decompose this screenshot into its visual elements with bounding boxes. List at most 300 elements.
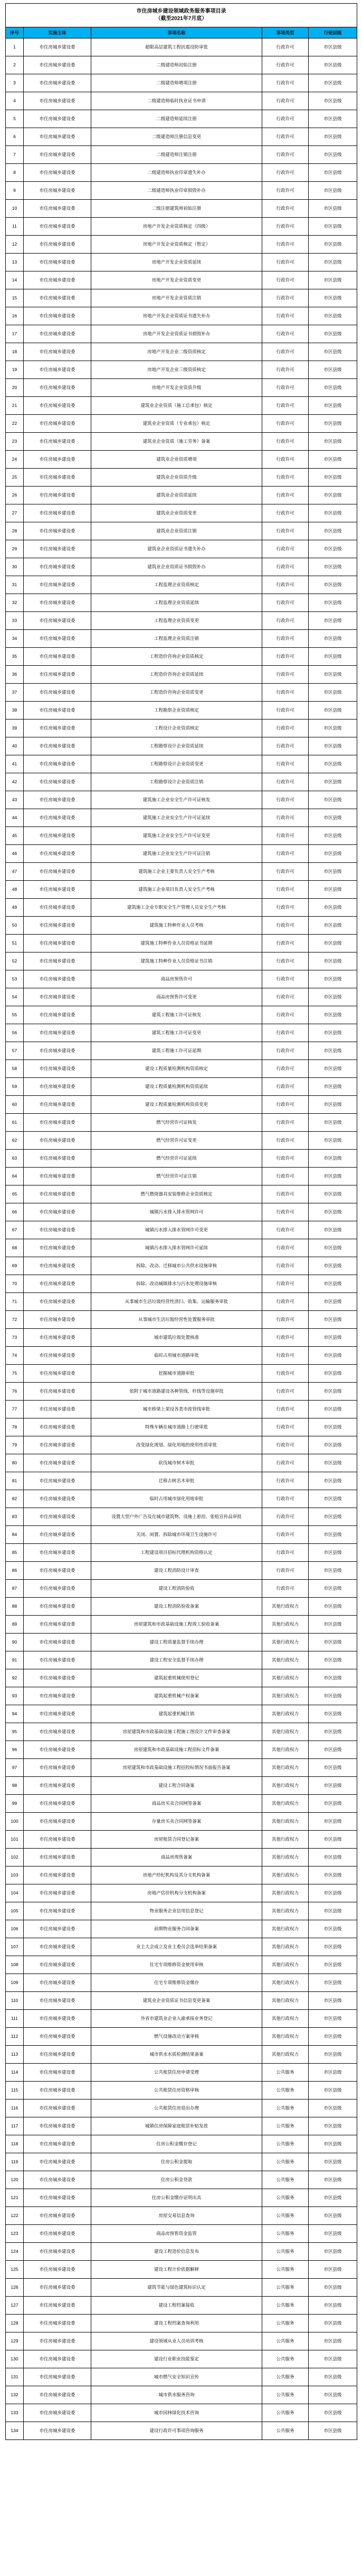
cell-no: 76	[6, 1383, 24, 1401]
cell-org: 市住房城乡建设委	[24, 1401, 91, 1418]
cell-type: 公共服务	[262, 2082, 309, 2099]
cell-level: 市区县级	[309, 397, 357, 415]
cell-org: 市住房城乡建设委	[24, 271, 91, 289]
cell-name: 住房公积金缴存证明出具	[91, 2189, 262, 2207]
cell-type: 行政许可	[262, 1544, 309, 1562]
table-row	[6, 1365, 357, 1383]
cell-org: 市住房城乡建设委	[24, 1472, 91, 1490]
cell-org: 市住房城乡建设委	[24, 1006, 91, 1024]
cell-org: 市住房城乡建设委	[24, 379, 91, 397]
cell-name: 改变绿化规划、绿化用地的使用性质审批	[91, 1436, 262, 1454]
cell-name: 商品房预售资金监管	[91, 2225, 262, 2243]
subtitle-text: （截至2021年7月底）	[155, 16, 207, 22]
cell-org: 市住房城乡建设委	[24, 361, 91, 379]
cell-type: 公共服务	[262, 2117, 309, 2135]
cell-name: 建筑施工特种作业人员资格证书注销	[91, 952, 262, 970]
cell-name: 建筑工程施工许可证变更	[91, 1024, 262, 1042]
cell-no: 122	[6, 2207, 24, 2225]
cell-type: 其他行政权力	[262, 2028, 309, 2046]
cell-no: 48	[6, 881, 24, 899]
cell-no: 130	[6, 2350, 24, 2368]
header-row	[6, 27, 357, 38]
cell-name: 工程勘察企业资质核定	[91, 702, 262, 720]
cell-level: 市区县级	[309, 56, 357, 74]
cell-type: 行政许可	[262, 361, 309, 379]
cell-org: 市住房城乡建设委	[24, 612, 91, 630]
cell-level: 市区县级	[309, 2082, 357, 2099]
cell-no: 100	[6, 1813, 24, 1831]
cell-name: 建设工程计价依据解释	[91, 2261, 262, 2279]
cell-type: 行政许可	[262, 289, 309, 307]
cell-name: 二级建造师增项注册	[91, 74, 262, 92]
table-row	[6, 540, 357, 558]
table-row	[6, 917, 357, 935]
cell-no: 72	[6, 1311, 24, 1329]
cell-type: 行政许可	[262, 1221, 309, 1239]
cell-org: 市住房城乡建设委	[24, 1616, 91, 1634]
cell-name: 二级建造师执业印章遗失补办	[91, 164, 262, 182]
table-row	[6, 2332, 357, 2350]
table-row	[6, 1275, 357, 1293]
cell-level: 市区县级	[309, 1490, 357, 1508]
cell-no: 13	[6, 254, 24, 271]
cell-level: 市区县级	[309, 1651, 357, 1669]
cell-name: 建筑起重机械注销	[91, 1705, 262, 1723]
cell-type: 行政许可	[262, 38, 309, 56]
cell-level: 市区县级	[309, 92, 357, 110]
cell-level: 市区县级	[309, 1329, 357, 1347]
table-row	[6, 433, 357, 451]
table-row	[6, 2404, 357, 2422]
cell-org: 市住房城乡建设委	[24, 110, 91, 128]
table-row	[6, 1024, 357, 1042]
cell-name: 建筑业企业资质注销	[91, 522, 262, 540]
cell-type: 其他行政权力	[262, 1795, 309, 1813]
cell-type: 行政许可	[262, 218, 309, 236]
cell-name: 建设行政许可事项咨询服务	[91, 2422, 262, 2440]
table-row	[6, 1741, 357, 1759]
table-row	[6, 612, 357, 630]
cell-level: 市区县级	[309, 38, 357, 56]
cell-no: 73	[6, 1329, 24, 1347]
table-row	[6, 1902, 357, 1920]
cell-name: 建设工程档案接收	[91, 2297, 262, 2315]
cell-name: 建筑业企业资质（施工劳务）备案	[91, 433, 262, 451]
cell-level: 市区县级	[309, 648, 357, 666]
cell-name: 城镇污水排入排水管网许可	[91, 1203, 262, 1221]
cell-org: 市住房城乡建设委	[24, 200, 91, 218]
table-row	[6, 1472, 357, 1490]
cell-org: 市住房城乡建设委	[24, 2279, 91, 2297]
cell-type: 行政许可	[262, 397, 309, 415]
cell-org: 市住房城乡建设委	[24, 1884, 91, 1902]
cell-org: 市住房城乡建设委	[24, 2010, 91, 2028]
cell-name: 建筑施工企业安全生产许可证核发	[91, 791, 262, 809]
table-row	[6, 1203, 357, 1221]
cell-type: 行政许可	[262, 612, 309, 630]
table-row	[6, 128, 357, 146]
cell-no: 96	[6, 1741, 24, 1759]
cell-level: 市区县级	[309, 773, 357, 791]
cell-level: 市区县级	[309, 576, 357, 594]
cell-no: 58	[6, 1060, 24, 1078]
table-row	[6, 648, 357, 666]
cell-name: 建筑施工企业项目负责人安全生产考核	[91, 881, 262, 899]
cell-org: 市住房城乡建设委	[24, 487, 91, 504]
cell-level: 市区县级	[309, 2386, 357, 2404]
cell-type: 行政许可	[262, 1132, 309, 1150]
table-row	[6, 1884, 357, 1902]
cell-type: 行政许可	[262, 1365, 309, 1383]
cell-level: 市区县级	[309, 1562, 357, 1580]
cell-type: 行政许可	[262, 146, 309, 164]
table-row	[6, 2386, 357, 2404]
table-row	[6, 236, 357, 254]
cell-org: 市住房城乡建设委	[24, 791, 91, 809]
cell-type: 行政许可	[262, 1472, 309, 1490]
cell-no: 17	[6, 325, 24, 343]
cell-no: 64	[6, 1168, 24, 1185]
cell-level: 市区县级	[309, 325, 357, 343]
cell-org: 市住房城乡建设委	[24, 2099, 91, 2117]
cell-org: 市住房城乡建设委	[24, 773, 91, 791]
table-row	[6, 1526, 357, 1544]
cell-level: 市区县级	[309, 1078, 357, 1096]
table-row	[6, 1490, 357, 1508]
cell-org: 市住房城乡建设委	[24, 1078, 91, 1096]
cell-level: 市区县级	[309, 1526, 357, 1544]
cell-org: 市住房城乡建设委	[24, 899, 91, 917]
cell-level: 市区县级	[309, 1920, 357, 1938]
table-row	[6, 2297, 357, 2315]
cell-org: 市住房城乡建设委	[24, 236, 91, 254]
cell-name: 工程造价咨询企业资质延续	[91, 666, 262, 684]
cell-type: 行政许可	[262, 1006, 309, 1024]
cell-level: 市区县级	[309, 2117, 357, 2135]
cell-no: 104	[6, 1884, 24, 1902]
cell-type: 行政许可	[262, 1060, 309, 1078]
cell-org: 市住房城乡建设委	[24, 2368, 91, 2386]
cell-org: 市住房城乡建设委	[24, 1669, 91, 1687]
cell-no: 121	[6, 2189, 24, 2207]
cell-level: 市区县级	[309, 522, 357, 540]
table-row	[6, 2189, 357, 2207]
cell-org: 市住房城乡建设委	[24, 1418, 91, 1436]
cell-org: 市住房城乡建设委	[24, 164, 91, 182]
cell-org: 市住房城乡建设委	[24, 1974, 91, 1992]
cell-no: 89	[6, 1616, 24, 1634]
cell-level: 市区县级	[309, 1884, 357, 1902]
cell-name: 工程勘察设计企业资质注销	[91, 773, 262, 791]
cell-level: 市区县级	[309, 2028, 357, 2046]
cell-name: 建筑业企业资质（专业承包）核定	[91, 415, 262, 433]
cell-no: 21	[6, 397, 24, 415]
cell-type: 行政许可	[262, 325, 309, 343]
cell-name: 建筑业企业资质（施工总承包）核定	[91, 397, 262, 415]
cell-org: 市住房城乡建设委	[24, 38, 91, 56]
table-row	[6, 1831, 357, 1849]
cell-name: 燃气经营许可证变更	[91, 1132, 262, 1150]
table-row	[6, 2117, 357, 2135]
cell-no: 41	[6, 755, 24, 773]
cell-level: 市区县级	[309, 1723, 357, 1741]
cell-org: 市住房城乡建设委	[24, 917, 91, 935]
cell-level: 市区县级	[309, 1060, 357, 1078]
cell-level: 市区县级	[309, 540, 357, 558]
cell-level: 市区县级	[309, 630, 357, 648]
table-row	[6, 343, 357, 361]
cell-level: 市区县级	[309, 254, 357, 271]
cell-no: 34	[6, 630, 24, 648]
cell-name: 从事城市生活垃圾经营性处置服务审批	[91, 1311, 262, 1329]
cell-no: 107	[6, 1938, 24, 1956]
cell-org: 市住房城乡建设委	[24, 737, 91, 755]
cell-name: 工程设计企业资质核定	[91, 720, 262, 737]
cell-no: 10	[6, 200, 24, 218]
cell-name: 燃气经营许可证延续	[91, 1150, 262, 1168]
cell-org: 市住房城乡建设委	[24, 504, 91, 522]
cell-type: 其他行政权力	[262, 1705, 309, 1723]
cell-org: 市住房城乡建设委	[24, 1257, 91, 1275]
table-row	[6, 1616, 357, 1634]
cell-type: 公共服务	[262, 2315, 309, 2332]
cell-name: 房地产开发企业二级资质核定	[91, 343, 262, 361]
cell-no: 105	[6, 1902, 24, 1920]
table-row	[6, 773, 357, 791]
cell-no: 92	[6, 1669, 24, 1687]
table-row	[6, 720, 357, 737]
table-row	[6, 522, 357, 540]
cell-level: 市区县级	[309, 899, 357, 917]
cell-type: 其他行政权力	[262, 1938, 309, 1956]
table-row	[6, 899, 357, 917]
cell-name: 建筑业企业资质证书遗失补办	[91, 540, 262, 558]
cell-type: 其他行政权力	[262, 1598, 309, 1616]
cell-no: 132	[6, 2386, 24, 2404]
cell-name: 房屋建筑和市政基础设施工程招投标情况书面报告备案	[91, 1759, 262, 1777]
cell-no: 71	[6, 1293, 24, 1311]
cell-type: 公共服务	[262, 2207, 309, 2225]
cell-no: 14	[6, 271, 24, 289]
cell-level: 市区县级	[309, 469, 357, 487]
cell-org: 市住房城乡建设委	[24, 1526, 91, 1544]
cell-no: 113	[6, 2046, 24, 2064]
table-row	[6, 1723, 357, 1741]
cell-type: 行政许可	[262, 433, 309, 451]
cell-level: 市区县级	[309, 2350, 357, 2368]
table-row	[6, 2207, 357, 2225]
cell-no: 37	[6, 684, 24, 702]
cell-level: 市区县级	[309, 988, 357, 1006]
cell-type: 行政许可	[262, 988, 309, 1006]
cell-no: 69	[6, 1257, 24, 1275]
cell-no: 85	[6, 1544, 24, 1562]
cell-org: 市住房城乡建设委	[24, 2297, 91, 2315]
cell-type: 公共服务	[262, 2297, 309, 2315]
cell-name: 城市燃气安全知识宣传	[91, 2368, 262, 2386]
cell-type: 行政许可	[262, 881, 309, 899]
cell-type: 行政许可	[262, 1096, 309, 1114]
cell-level: 市区县级	[309, 504, 357, 522]
cell-name: 住房公积金贷款	[91, 2171, 262, 2189]
cell-type: 行政许可	[262, 737, 309, 755]
cell-type: 行政许可	[262, 92, 309, 110]
cell-level: 市区县级	[309, 1257, 357, 1275]
cell-level: 市区县级	[309, 1580, 357, 1598]
cell-name: 建筑施工企业安全生产许可证延续	[91, 809, 262, 827]
table-row	[6, 2153, 357, 2171]
cell-name: 商品房预售许可	[91, 970, 262, 988]
cell-no: 117	[6, 2117, 24, 2135]
cell-no: 47	[6, 863, 24, 881]
cell-level: 市区县级	[309, 1974, 357, 1992]
table-row	[6, 1795, 357, 1813]
table-row	[6, 1759, 357, 1777]
cell-type: 行政许可	[262, 1401, 309, 1418]
cell-org: 市住房城乡建设委	[24, 289, 91, 307]
cell-no: 123	[6, 2225, 24, 2243]
cell-no: 25	[6, 469, 24, 487]
table-row	[6, 2135, 357, 2153]
cell-org: 市住房城乡建设委	[24, 397, 91, 415]
cell-type: 公共服务	[262, 2368, 309, 2386]
cell-level: 市区县级	[309, 1938, 357, 1956]
cell-org: 市住房城乡建设委	[24, 2046, 91, 2064]
cell-no: 97	[6, 1759, 24, 1777]
table-row	[6, 1311, 357, 1329]
table-row	[6, 1383, 357, 1401]
cell-type: 公共服务	[262, 2225, 309, 2243]
cell-name: 建筑施工特种作业人员资格证书延期	[91, 935, 262, 952]
cell-no: 74	[6, 1347, 24, 1365]
cell-no: 45	[6, 827, 24, 845]
cell-org: 市住房城乡建设委	[24, 2404, 91, 2422]
cell-name: 建筑施工企业安全生产许可证注销	[91, 845, 262, 863]
cell-no: 108	[6, 1956, 24, 1974]
cell-name: 房地产开发企业三级资质核定	[91, 361, 262, 379]
cell-org: 市住房城乡建设委	[24, 1221, 91, 1239]
cell-org: 市住房城乡建设委	[24, 755, 91, 773]
cell-name: 建筑施工企业主要负责人安全生产考核	[91, 863, 262, 881]
cell-level: 市区县级	[309, 2207, 357, 2225]
cell-type: 行政许可	[262, 236, 309, 254]
cell-name: 城市建筑垃圾处置核准	[91, 1329, 262, 1347]
cell-name: 工程造价咨询企业资质核定	[91, 648, 262, 666]
cell-name: 商品房现售备案	[91, 1849, 262, 1867]
cell-no: 62	[6, 1132, 24, 1150]
cell-type: 行政许可	[262, 182, 309, 200]
cell-org: 市住房城乡建设委	[24, 1902, 91, 1920]
table-row	[6, 469, 357, 487]
cell-type: 行政许可	[262, 307, 309, 325]
cell-org: 市住房城乡建设委	[24, 1132, 91, 1150]
cell-no: 52	[6, 952, 24, 970]
cell-no: 118	[6, 2135, 24, 2153]
cell-level: 市区县级	[309, 1759, 357, 1777]
table-row	[6, 325, 357, 343]
cell-level: 市区县级	[309, 1777, 357, 1795]
cell-org: 市住房城乡建设委	[24, 1185, 91, 1203]
cell-type: 行政许可	[262, 379, 309, 397]
cell-type: 行政许可	[262, 1239, 309, 1257]
cell-name: 城镇污水排入排水管网许可延续	[91, 1239, 262, 1257]
table-row	[6, 451, 357, 469]
table-row	[6, 1329, 357, 1347]
cell-level: 市区县级	[309, 2261, 357, 2279]
cell-name: 燃气燃烧器具安装维修企业资质核定	[91, 1185, 262, 1203]
cell-level: 市区县级	[309, 271, 357, 289]
cell-level: 市区县级	[309, 881, 357, 899]
cell-no: 131	[6, 2368, 24, 2386]
cell-type: 行政许可	[262, 74, 309, 92]
table-row	[6, 1508, 357, 1526]
cell-level: 市区县级	[309, 1150, 357, 1168]
cell-org: 市住房城乡建设委	[24, 1598, 91, 1616]
cell-type: 其他行政权力	[262, 1669, 309, 1687]
cell-org: 市住房城乡建设委	[24, 1490, 91, 1508]
cell-name: 建设工程消防设计审查	[91, 1562, 262, 1580]
table-row	[6, 1454, 357, 1472]
cell-name: 住宅专项维修资金使用审核	[91, 1956, 262, 1974]
cell-org: 市住房城乡建设委	[24, 558, 91, 576]
table-row	[6, 1651, 357, 1669]
cell-type: 行政许可	[262, 164, 309, 182]
cell-no: 16	[6, 307, 24, 325]
cell-name: 公共租赁住房退出办理	[91, 2099, 262, 2117]
cell-level: 市区县级	[309, 737, 357, 755]
cell-org: 市住房城乡建设委	[24, 1436, 91, 1454]
cell-no: 49	[6, 899, 24, 917]
cell-no: 35	[6, 648, 24, 666]
cell-no: 44	[6, 809, 24, 827]
cell-org: 市住房城乡建设委	[24, 1562, 91, 1580]
cell-type: 行政许可	[262, 451, 309, 469]
cell-type: 行政许可	[262, 1311, 309, 1329]
header-type: 事项类型	[262, 27, 309, 38]
table-row	[6, 1078, 357, 1096]
cell-type: 行政许可	[262, 1526, 309, 1544]
cell-no: 55	[6, 1006, 24, 1024]
cell-level: 市区县级	[309, 1042, 357, 1060]
cell-level: 市区县级	[309, 845, 357, 863]
cell-no: 103	[6, 1867, 24, 1884]
cell-type: 行政许可	[262, 1454, 309, 1472]
cell-type: 行政许可	[262, 1347, 309, 1365]
cell-level: 市区县级	[309, 2404, 357, 2422]
cell-level: 市区县级	[309, 2315, 357, 2332]
cell-name: 建筑业企业资质变更	[91, 504, 262, 522]
cell-name: 工程建设项目招标代理机构资格认定	[91, 1544, 262, 1562]
table-row	[6, 2315, 357, 2332]
table-row	[6, 56, 357, 74]
cell-name: 建筑起重机械产权备案	[91, 1687, 262, 1705]
table-row	[6, 2046, 357, 2064]
cell-level: 市区县级	[309, 1365, 357, 1383]
cell-type: 行政许可	[262, 1418, 309, 1436]
cell-no: 110	[6, 1992, 24, 2010]
cell-type: 行政许可	[262, 576, 309, 594]
cell-type: 公共服务	[262, 2064, 309, 2082]
cell-no: 67	[6, 1221, 24, 1239]
cell-no: 133	[6, 2404, 24, 2422]
table-row	[6, 1920, 357, 1938]
cell-type: 公共服务	[262, 2189, 309, 2207]
header-level: 行使层级	[309, 27, 357, 38]
cell-no: 22	[6, 415, 24, 433]
table-row	[6, 630, 357, 648]
cell-type: 行政许可	[262, 1185, 309, 1203]
cell-org: 市住房城乡建设委	[24, 2350, 91, 2368]
